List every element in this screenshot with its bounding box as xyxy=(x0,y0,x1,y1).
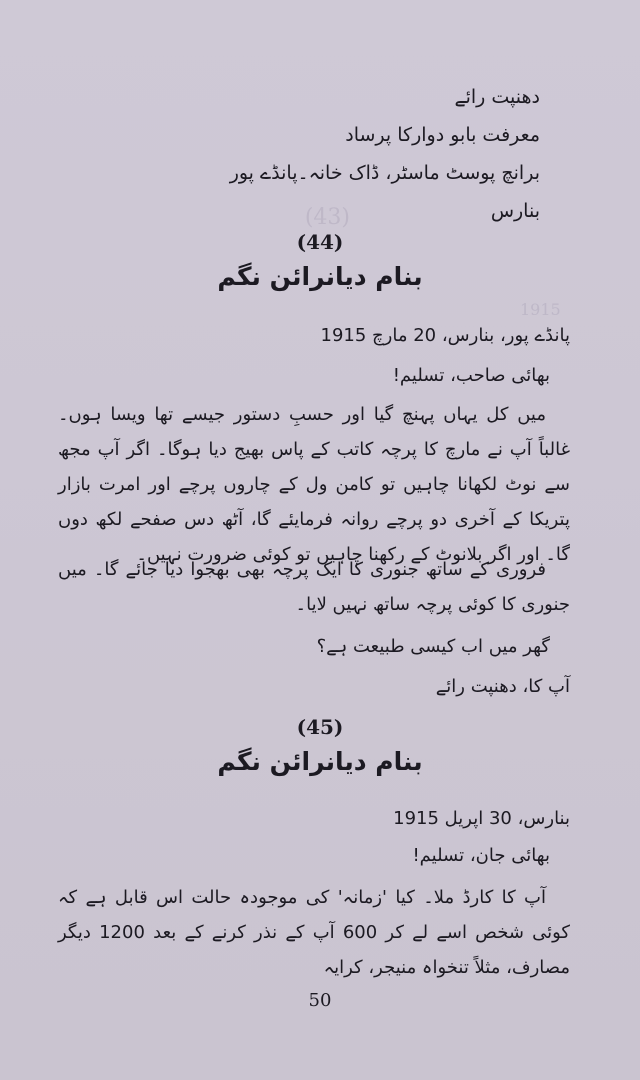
letter-title: بنام دیانرائن نگم xyxy=(217,262,423,291)
letter-closing: آپ کا، دھنپت رائے xyxy=(435,676,570,697)
bleed-through-mark: (43) xyxy=(304,205,350,230)
address-city: بنارس xyxy=(490,200,540,222)
letter-place-date: بنارس، 30 اپریل 1915 xyxy=(393,808,570,829)
address-post-office: برانچ پوسٹ ماسٹر، ڈاک خانہ۔پانڈے پور xyxy=(229,162,540,184)
letter-number: (45) xyxy=(296,715,344,739)
address-care-of: معرفت بابو دوارکا پرساد xyxy=(345,124,540,146)
letter-paragraph: آپ کا کارڈ ملا۔ کیا 'زمانہ' کی موجودہ حالت اس قابل ہے کہ کوئی شخص اسے لے کر 600 آپ کے نذر کرنے کے بعد 1200 دیگر مصارف، مثلاً تنخواہ منیجر، کرایہ xyxy=(58,887,570,978)
letter-greeting: بھائی جان، تسلیم! xyxy=(412,845,550,866)
bleed-through-mark: 1915 xyxy=(520,300,561,319)
address-block xyxy=(120,78,540,230)
letter-paragraph: گھر میں اب کیسی طبیعت ہے؟ xyxy=(316,636,550,657)
letter-paragraph: فروری کے ساتھ جنوری کا ایک پرچہ بھی بھجوا دیا جائے گا۔ میں جنوری کا کوئی پرچہ ساتھ نہیں لایا۔ xyxy=(58,559,570,615)
letter-number: (44) xyxy=(296,230,344,254)
page-number: 50 xyxy=(308,990,332,1011)
letter-greeting: بھائی صاحب، تسلیم! xyxy=(392,365,550,386)
letter-title: بنام دیانرائن نگم xyxy=(217,747,423,776)
letter-place-date: پانڈے پور، بنارس، 20 مارچ 1915 xyxy=(320,325,570,346)
address-name: دھنپت رائے xyxy=(454,86,540,108)
letter-paragraph: میں کل یہاں پہنچ گیا اور حسبِ دستور جیسے تھا ویسا ہوں۔ غالباً آپ نے مارچ کا پرچہ کاتب کے پاس بھیج دیا ہوگا۔ اگر آپ مجھ سے نوٹ لکھانا چاہیں تو کامن ول کے چاروں پرچے اور امرت بازار پتریکا کے آخری دو پرچے روانہ فرمایئے گا، آٹھ دس صفحے لکھ دوں گا۔ اور اگر بلانوٹ کے رکھنا چاہیں تو کوئی ضرورت نہیں۔ xyxy=(58,404,570,565)
